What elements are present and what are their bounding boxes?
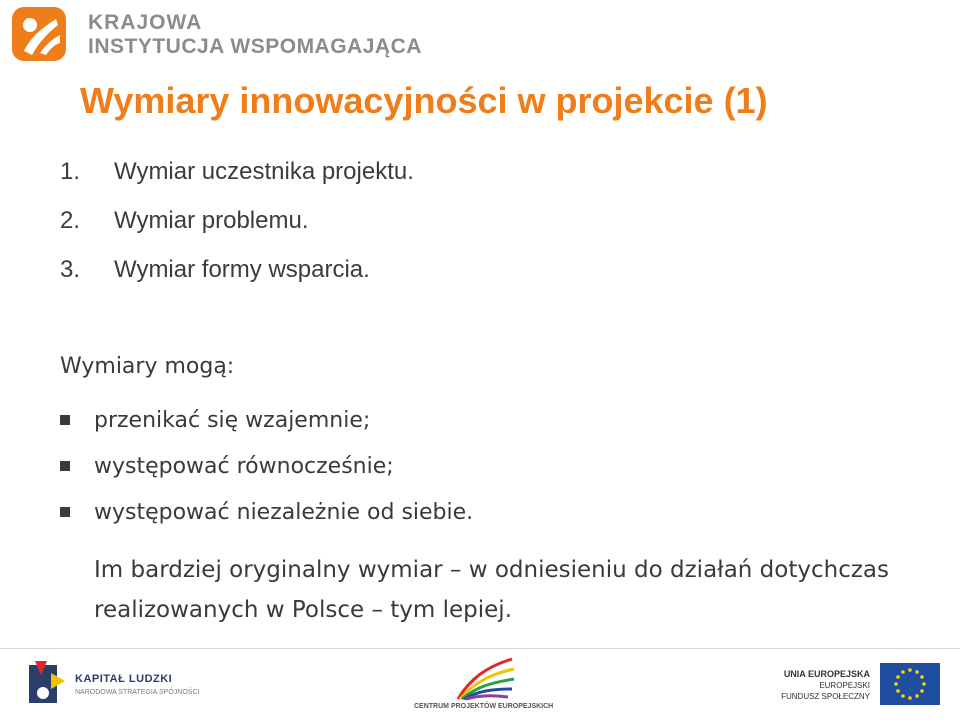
bullet-list: [60, 398, 934, 536]
bullet-square-icon: [60, 507, 70, 517]
dimensions-list: [60, 152, 414, 299]
eu-text: [781, 669, 870, 702]
bullet-item: [60, 398, 934, 444]
eu-fund-line1: EUROPEJSKI: [819, 681, 870, 690]
list-item-number: 2.: [60, 207, 81, 234]
list-item: [60, 250, 414, 299]
kapital-ludzki-logo: [25, 657, 225, 713]
list-item: [60, 152, 414, 201]
eu-title: UNIA EUROPEJSKA: [783, 669, 870, 679]
eu-logo: [770, 663, 940, 711]
eu-flag-icon: [880, 663, 940, 705]
bullet-text: występować równocześnie;: [94, 454, 394, 479]
bullet-square-icon: [60, 461, 70, 471]
bullet-item: [60, 490, 934, 536]
slide-title: Wymiary innowacyjności w projekcie (1): [80, 80, 768, 121]
kapital-ludzki-subtitle: NARODOWA STRATEGIA SPÓJNOŚCI: [75, 689, 200, 696]
cpe-logo: [400, 655, 570, 717]
list-item: [60, 201, 414, 250]
list-item-text: Wymiar formy wsparcia.: [114, 256, 370, 283]
closing-text: Im bardziej oryginalny wymiar – w odniesieniu do działań dotychczas realizowanych w Polsce – tym lepiej.: [94, 557, 890, 623]
footer: [0, 648, 960, 721]
bullet-square-icon: [60, 415, 70, 425]
bullet-item: [60, 444, 934, 490]
kiw-logo-icon: [10, 5, 68, 63]
list-item-text: Wymiar uczestnika projektu.: [114, 158, 414, 185]
cpe-logo-icon: [450, 655, 520, 701]
org-name-line2: INSTYTUCJA WSPOMAGAJĄCA: [88, 35, 422, 58]
eu-fund-line2: FUNDUSZ SPOŁECZNY: [781, 692, 870, 701]
bullet-text: występować niezależnie od siebie.: [94, 500, 474, 525]
kapital-ludzki-logo-icon: [25, 659, 69, 709]
kapital-ludzki-title: KAPITAŁ LUDZKI: [75, 673, 173, 685]
cpe-label: CENTRUM PROJEKTÓW EUROPEJSKICH: [414, 703, 554, 710]
org-name: [88, 11, 422, 59]
header-logo: [10, 5, 430, 65]
slide-body: [60, 350, 934, 630]
intro-text: Wymiary mogą:: [60, 354, 235, 379]
bullet-text: przenikać się wzajemnie;: [94, 408, 371, 433]
list-item-text: Wymiar problemu.: [114, 207, 309, 234]
list-item-number: 1.: [60, 158, 81, 185]
list-item-number: 3.: [60, 256, 81, 283]
org-name-line1: KRAJOWA: [88, 11, 203, 34]
